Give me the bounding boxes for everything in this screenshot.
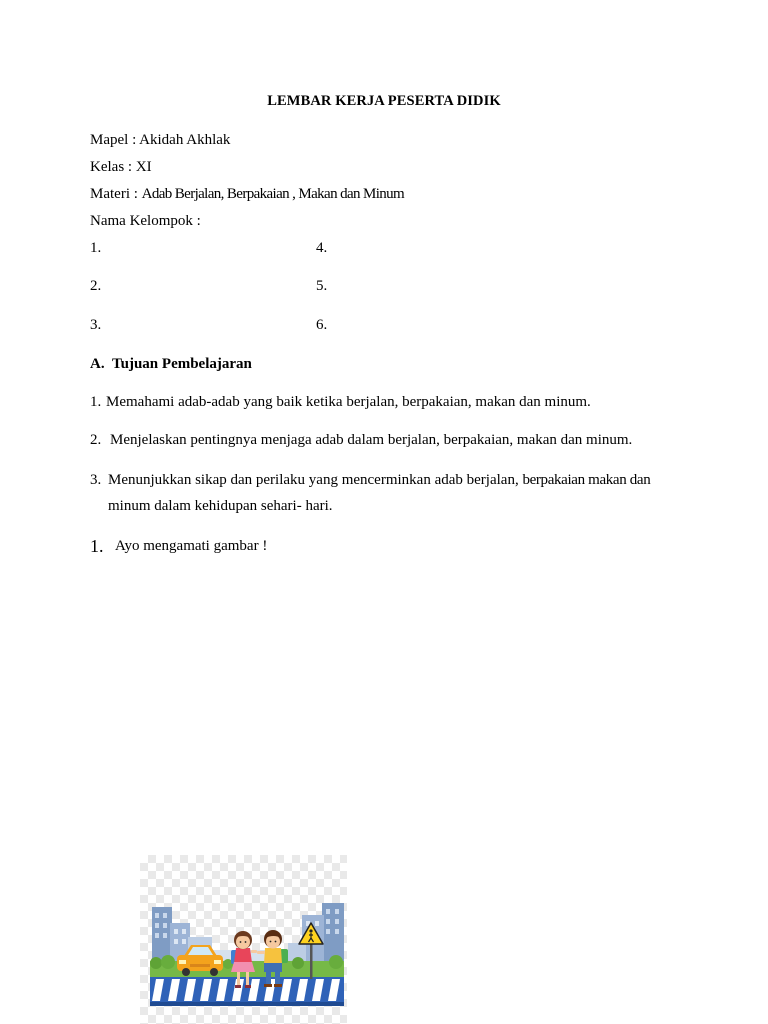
- member-number: 5.: [316, 278, 328, 294]
- member-number: 4.: [316, 240, 328, 256]
- kelas-line: Kelas : XI: [90, 159, 152, 175]
- nama-kelompok-label: Nama Kelompok :: [90, 213, 201, 229]
- section-a-heading: Tujuan Pembelajaran: [112, 356, 252, 372]
- materi-line: [90, 185, 404, 203]
- member-number: 6.: [316, 317, 328, 333]
- illustration-svg: [140, 855, 347, 1024]
- member-number: 1.: [90, 240, 102, 256]
- zebra-crossing-illustration: [140, 855, 347, 1024]
- activity-number: 1.: [90, 536, 104, 556]
- member-number: 2.: [90, 278, 102, 294]
- section-a-marker: A.: [90, 356, 105, 372]
- objective-number: 2.: [90, 432, 102, 448]
- objective-text-part: berpakaian makan dan: [522, 472, 651, 488]
- activity-text: Ayo mengamati gambar !: [115, 538, 268, 554]
- objective-text-continued: minum dalam kehidupan sehari- hari.: [108, 498, 333, 514]
- member-number: 3.: [90, 317, 102, 333]
- objective-number: 3.: [90, 472, 102, 488]
- materi-label: Materi :: [90, 186, 142, 202]
- objective-text: Menjelaskan pentingnya menjaga adab dalam berjalan, berpakaian, makan dan minum.: [110, 432, 633, 448]
- materi-value: Adab Berjalan, Berpakaian , Makan dan Minum: [141, 186, 405, 202]
- mapel-line: Mapel : Akidah Akhlak: [90, 132, 231, 148]
- objective-number: 1.: [90, 394, 102, 410]
- objective-text: [108, 471, 650, 489]
- objective-text: Memahami adab-adab yang baik ketika berjalan, berpakaian, makan dan minum.: [106, 394, 591, 410]
- page-title: LEMBAR KERJA PESERTA DIDIK: [267, 93, 501, 109]
- objective-text-part: Menunjukkan sikap dan perilaku yang mencerminkan adab berjalan,: [108, 472, 523, 488]
